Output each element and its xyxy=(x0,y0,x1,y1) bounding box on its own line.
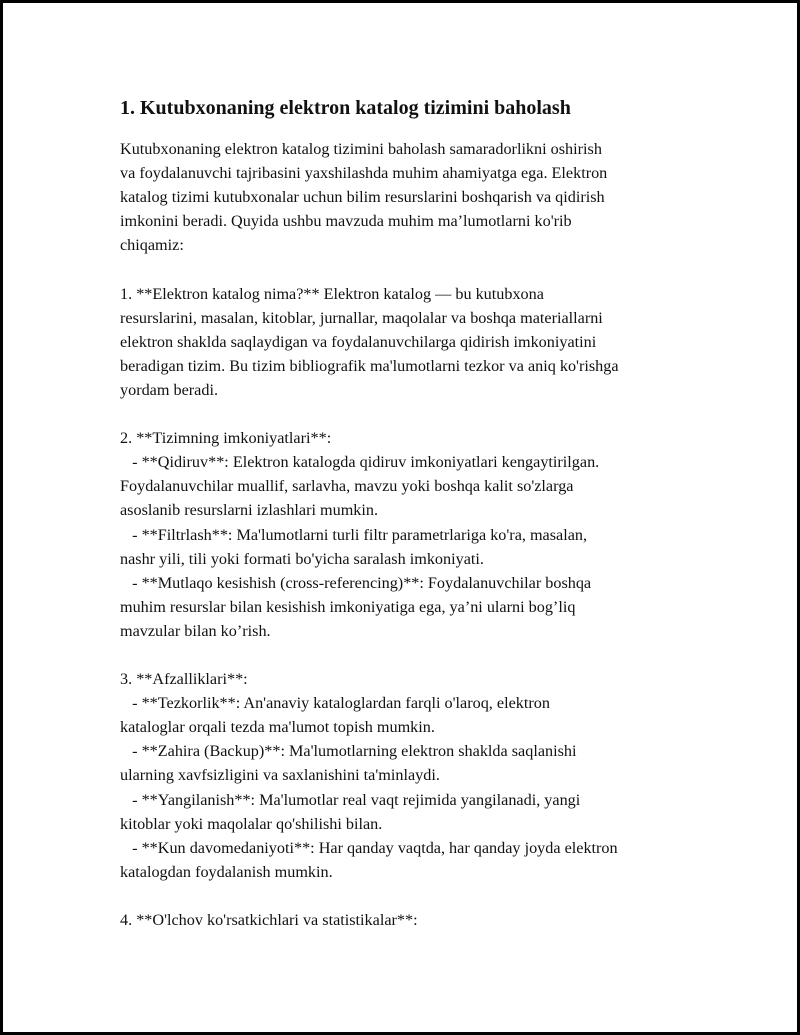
text-line: 3. **Afzalliklari**: xyxy=(120,670,248,689)
blank-line xyxy=(120,257,720,281)
text-line: imkonini beradi. Quyida ushbu mavzuda muhim ma’lumotlarni ko'rib xyxy=(120,212,572,231)
text-line: asoslanib resurslarni izlashlari mumkin. xyxy=(120,501,379,520)
text-line: Kutubxonaning elektron katalog tizimini baholash samaradorlikni oshirish xyxy=(120,140,602,158)
text-line: resurslarini, masalan, kitoblar, jurnallar, maqolalar va boshqa materiallarni xyxy=(120,308,603,327)
text-line: - **Yangilanish**: Ma'lumotlar real vaqt rejimida yangilanadi, yangi xyxy=(120,790,581,809)
text-line: katalog tizimi kutubxonalar uchun bilim resurslarini boshqarish va qidirish xyxy=(120,188,605,207)
text-line: beradigan tizim. Bu tizim bibliografik ma'lumotlarni tezkor va aniq ko'rishga xyxy=(120,356,619,375)
text-line: kitoblar yoki maqolalar qo'shilishi bilan. xyxy=(120,814,383,833)
text-line: - **Mutlaqo kesishish (cross-referencing)**: Foydalanuvchilar boshqa xyxy=(120,573,592,592)
text-line: yordam beradi. xyxy=(120,380,218,399)
text-line: va foydalanuvchi tajribasini yaxshilashda muhim ahamiyatga ega. Elektron xyxy=(120,164,608,183)
text-line: 4. **O'lchov ko'rsatkichlari va statistikalar**: xyxy=(120,911,418,929)
blank-line xyxy=(120,884,720,908)
text-line: - **Tezkorlik**: An'anaviy kataloglardan farqli o'laroq, elektron xyxy=(120,694,550,713)
text-line: kataloglar orqali tezda ma'lumot topish mumkin. xyxy=(120,718,435,737)
text-line: elektron shaklda saqlaydigan va foydalanuvchilarga qidirish imkoniyatini xyxy=(120,332,597,351)
document-title: 1. Kutubxonaning elektron katalog tizimini baholash xyxy=(120,97,571,119)
blank-line xyxy=(120,643,720,667)
text-line: - **Kun davomedaniyoti**: Har qanday vaqtda, har qanday joyda elektron xyxy=(120,838,618,857)
text-line: ularning xavfsizligini va saxlanishini ta'minlaydi. xyxy=(120,766,440,785)
text-line: - **Qidiruv**: Elektron katalogda qidiruv imkoniyatlari kengaytirilgan. xyxy=(120,453,600,472)
text-line: - **Filtrlash**: Ma'lumotlarni turli filtr parametrlariga ko'ra, masalan, xyxy=(120,525,588,544)
text-line: - **Zahira (Backup)**: Ma'lumotlarning elektron shaklda saqlanishi xyxy=(120,742,577,761)
document-body xyxy=(120,137,720,932)
text-line: muhim resurslar bilan kesishish imkoniyatiga ega, ya’ni ularni bog’liq xyxy=(120,597,576,616)
text-line: katalogdan foydalanish mumkin. xyxy=(120,862,333,881)
text-line: 2. **Tizimning imkoniyatlari**: xyxy=(120,429,332,448)
text-line: nashr yili, tili yoki formati bo'yicha saralash imkoniyati. xyxy=(120,549,484,568)
blank-line xyxy=(120,402,720,426)
text-line: 1. **Elektron katalog nima?** Elektron katalog — bu kutubxona xyxy=(120,284,544,303)
text-line: Foydalanuvchilar muallif, sarlavha, mavzu yoki boshqa kalit so'zlarga xyxy=(120,477,574,496)
text-line: chiqamiz: xyxy=(120,236,184,255)
text-line: mavzular bilan ko’rish. xyxy=(120,621,271,640)
